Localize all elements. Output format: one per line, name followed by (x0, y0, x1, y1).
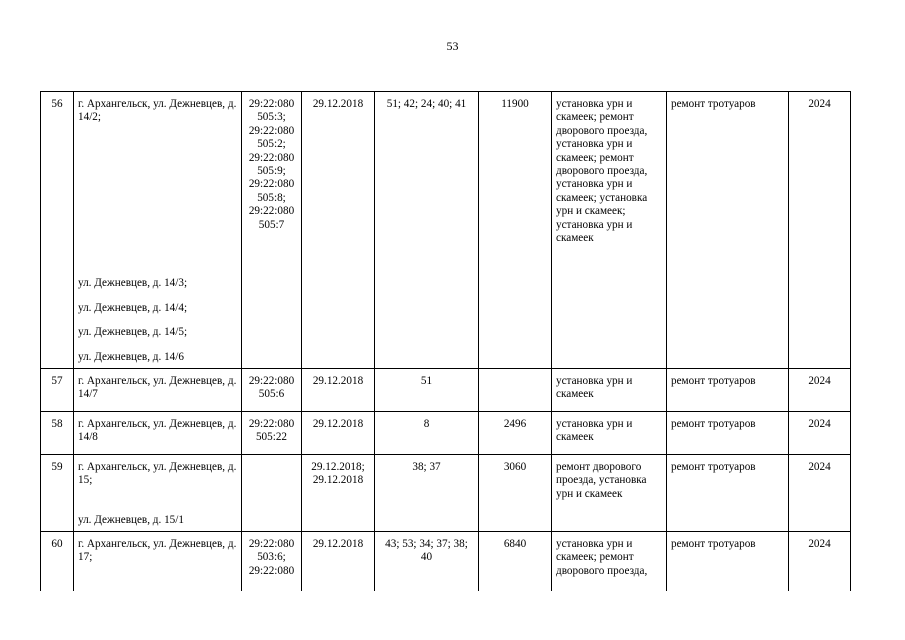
cadastral-number-part: 29:22:080 (248, 418, 295, 430)
cadastral-number-part: 29:22:080 (248, 375, 295, 387)
additional-address: ул. Дежневцев, д. 14/4; (78, 301, 188, 314)
address-cell (74, 92, 242, 369)
values-cell: 51 (375, 369, 479, 412)
table-row (41, 369, 851, 412)
works-cell: установка урн и скамеек (552, 369, 667, 412)
additional-address: ул. Дежневцев, д. 15/1 (78, 513, 184, 526)
cadastral-cell (242, 532, 302, 599)
date-cell: 29.12.2018 (302, 412, 375, 455)
address-text: г. Архангельск, ул. Дежневцев, д. 14/2; (78, 98, 237, 124)
cadastral-cell (242, 369, 302, 412)
cadastral-number-part: 505:2; (257, 138, 286, 151)
cadastral-cell (242, 412, 302, 455)
address-cell (74, 369, 242, 412)
address-text: г. Архангельск, ул. Дежневцев, д. 15; (78, 461, 237, 487)
cadastral-number-part: 29:22:080 (248, 98, 295, 110)
additional-address: ул. Дежневцев, д. 14/3; (78, 277, 188, 290)
cadastral-cell (242, 92, 302, 369)
works-cell: установка урн и скамеек; ремонт дворового проезда, установка урн и скамеек; ремонт дворового проезда, установка урн и скамеек; установка урн и скамеек; установка урн и скамеек (552, 92, 667, 369)
row-number: 58 (41, 412, 74, 455)
row-number: 56 (41, 92, 74, 369)
values-cell: 38; 37 (375, 455, 479, 532)
address-cell (74, 532, 242, 599)
date-cell: 29.12.2018 (302, 532, 375, 599)
page-bottom-margin (0, 591, 905, 640)
works-cell: установка урн и скамеек; ремонт дворового проезда, (552, 532, 667, 599)
year-cell: 2024 (789, 369, 851, 412)
cadastral-number-part: 505:6 (258, 388, 285, 401)
date-cell: 29.12.2018 (302, 92, 375, 369)
additional-address: ул. Дежневцев, д. 14/6 (78, 350, 184, 363)
cadastral-number-part: 29:22:080 (248, 538, 295, 550)
page-number: 53 (446, 39, 459, 53)
cadastral-number-part: 505:3; (257, 111, 286, 124)
cadastral-number-part: 29:22:080 (248, 124, 295, 137)
table-row (41, 455, 851, 532)
address-text: г. Архангельск, ул. Дежневцев, д. 14/7 (78, 375, 237, 401)
table-row (41, 532, 851, 599)
table-row (41, 92, 851, 369)
cadastral-number-part: 505:7 (258, 218, 285, 231)
address-text: г. Архангельск, ул. Дежневцев, д. 17; (78, 538, 237, 564)
cadastral-number-part: 505:9; (257, 165, 286, 178)
date-cell: 29.12.2018; 29.12.2018 (302, 455, 375, 532)
table-row (41, 412, 851, 455)
cadastral-number-part: 29:22:080 (248, 564, 295, 577)
address-cell (74, 455, 242, 532)
address-text: г. Архангельск, ул. Дежневцев, д. 14/8 (78, 418, 237, 444)
year-cell: 2024 (789, 92, 851, 369)
cadastral-number-part: 505:8; (257, 191, 286, 204)
area-cell: 11900 (479, 92, 552, 369)
row-number: 59 (41, 455, 74, 532)
cadastral-number-part: 505:22 (255, 431, 288, 444)
row-number: 60 (41, 532, 74, 599)
date-cell: 29.12.2018 (302, 369, 375, 412)
cadastral-cell (242, 455, 302, 532)
values-cell: 43; 53; 34; 37; 38; 40 (375, 532, 479, 599)
planned-work-cell: ремонт тротуаров (667, 455, 789, 532)
address-cell (74, 412, 242, 455)
year-cell: 2024 (789, 532, 851, 599)
works-cell: ремонт дворового проезда, установка урн и скамеек (552, 455, 667, 532)
area-cell (479, 369, 552, 412)
area-cell: 6840 (479, 532, 552, 599)
cadastral-number-part: 29:22:080 (248, 205, 295, 218)
planned-work-cell: ремонт тротуаров (667, 412, 789, 455)
row-number: 57 (41, 369, 74, 412)
area-cell: 3060 (479, 455, 552, 532)
cadastral-number-part: 503:6; (257, 551, 286, 564)
year-cell: 2024 (789, 412, 851, 455)
planned-work-cell: ремонт тротуаров (667, 92, 789, 369)
register-table (40, 91, 851, 599)
additional-address: ул. Дежневцев, д. 14/5; (78, 326, 188, 339)
values-cell: 51; 42; 24; 40; 41 (375, 92, 479, 369)
year-cell: 2024 (789, 455, 851, 532)
cadastral-number-part: 29:22:080 (248, 178, 295, 191)
area-cell: 2496 (479, 412, 552, 455)
cadastral-number-part: 29:22:080 (248, 151, 295, 164)
planned-work-cell: ремонт тротуаров (667, 532, 789, 599)
planned-work-cell: ремонт тротуаров (667, 369, 789, 412)
works-cell: установка урн и скамеек (552, 412, 667, 455)
values-cell: 8 (375, 412, 479, 455)
